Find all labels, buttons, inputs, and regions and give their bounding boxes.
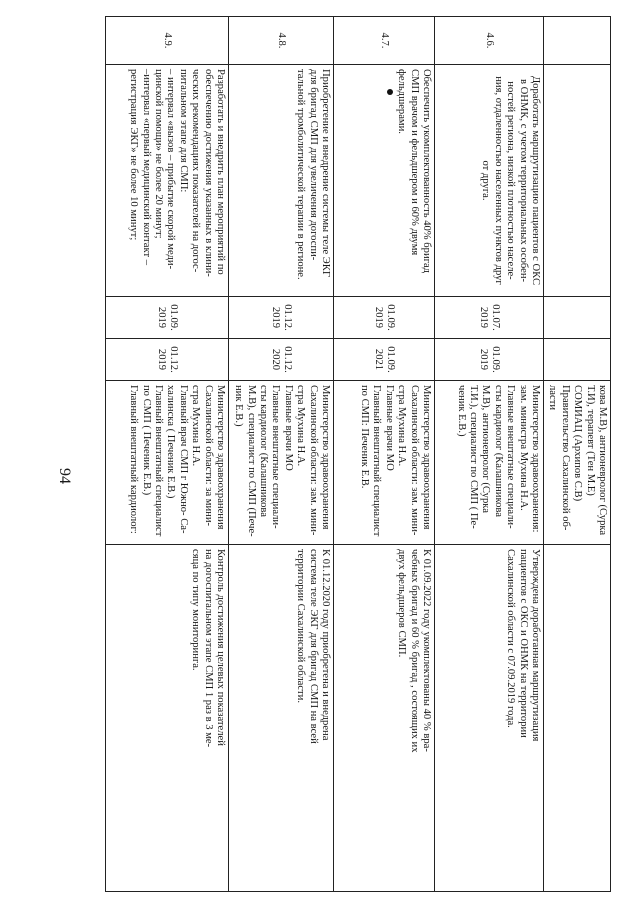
page-number: 94 [56,468,73,484]
table-body [105,17,610,892]
table-row [228,17,333,892]
text-line: Т.И), терапевт (Тен М.Е) [584,385,596,496]
cell-action [228,65,333,297]
text-line: ласти [547,385,559,410]
cell-action [105,65,228,297]
cell-start-date [105,297,228,339]
row-number-text: 4.6. [484,32,496,49]
text-line: Утверждена доработанная маршрутизация [529,549,541,742]
text-line: фельдшерами. [396,69,408,134]
cell-end-date [105,339,228,381]
text-line: цинской помощи» не более 20 минут; [152,69,164,239]
cell-result [333,545,434,892]
text-line: Главный внештатный специалист [371,385,383,537]
text-line: Сахалинской области: зам. мини- [408,385,420,536]
table-row [333,17,434,892]
text-line: Главные врачи МО [383,385,395,471]
text-line: территории Сахалинской области. [295,549,307,703]
text-line: халинска ( Печеник Е.В.) [165,385,177,499]
text-line: Приобретение и внедрение системы теле ЭКГ [319,69,331,277]
date-text: 01.12. 2019 [269,304,294,331]
text-line: на догоспитальном этапе СМП 1 раз в 3 ме- [202,549,214,748]
text-line: Разработать и внедрить план мероприятий по [214,69,226,275]
text-line: Сахалинской области с 07.09.2019 года. [505,549,517,728]
date-text: 01.09. 2019 [155,304,180,331]
cell-start-date [543,297,610,339]
cell-responsible [434,381,543,545]
date-text: 01.07. 2019 [477,304,502,331]
text-line: Сахалинской области: за мини- [202,385,214,527]
text-line: пациентов с ОКС и ОНМК на территории [517,549,529,738]
text-line: в ОНМК, с учетом территориальных особен- [517,78,529,283]
text-line: Доработать маршрутизацию пациентов с ОКС [529,75,541,286]
cell-num [543,17,610,65]
cell-result [228,545,333,892]
text-line: К 01.09.2022 году укомплектованы 40 % вра- [420,549,432,752]
action-plan-table [105,16,611,892]
text-line: К 01.12.2020 году приобретена и внедрена [319,549,331,741]
row-number-text: 4.8. [276,32,288,49]
row-number-text: 4.7. [379,32,391,49]
document-table-rotated [91,16,611,891]
text-line: Министерство здравоохранения: [529,385,541,533]
row-number [333,17,434,65]
cell-result [543,545,610,892]
text-line: стра Мухина Н.А. [396,385,408,467]
cell-start-date [333,297,434,339]
text-line: кова М.В), антионевролог (Сурка [597,385,608,536]
date-text: 01.12. 2020 [269,346,294,373]
text-line: М.В), специалист по СМП (Пече- [245,385,257,537]
text-line: стра Мухина Н.А. [295,385,307,467]
text-line: Контроль достижения целевых показателей [214,549,226,746]
text-line: от друга. [480,160,492,201]
text-line: –интервал «первый медицинский контакт – [140,69,152,266]
row-number-text: 4.9. [162,32,174,49]
text-line: система теле ЭКГ для бригад СМП на всей [307,549,319,744]
date-text: 01.09. 2021 [372,346,397,373]
text-line: СМП врачом и фельдшером и 60% двумя [408,69,420,256]
text-line: – интервал «вызов – прибытие скорой меди- [165,69,177,270]
text-line: СОМИАЦ (Архипов С.В) [572,385,584,502]
text-line: зам. министра Мухина Н.А. [517,385,529,511]
text-line: М.В), антионевролог (Сурка [480,385,492,513]
cell-action [333,65,434,297]
cell-responsible [228,381,333,545]
bullet-mark-icon [387,89,393,95]
text-line: Главные внештатные специали- [505,385,517,529]
table-row-continuation [543,17,610,892]
text-line: Главный врач СМП г Южно- Са- [177,385,189,534]
cell-end-date [434,339,543,381]
row-number [228,17,333,65]
row-number [105,17,228,65]
text-line: по СМП ( Печеник Е.В.) [140,385,152,496]
cell-result [105,545,228,892]
cell-action [434,65,543,297]
text-line: Главный внештатный специалист [152,385,164,537]
cell-end-date [543,339,610,381]
text-line: ченик Е.В.) [455,385,467,437]
text-line: для бригад СМП для увеличения догоспи- [307,69,319,261]
date-text: 01.09. 2019 [477,346,502,373]
text-line: регистрация ЭКГ» не более 10 минут; [128,69,140,241]
text-line: стра Мухина Н.А. [190,385,202,467]
text-line: питальном этапе для СМП: [177,69,189,193]
cell-responsible [543,381,610,545]
text-line: Т.И.), специалист по СМП ( Пе- [467,385,479,529]
text-line: Главный внештатный кардиолог: [128,385,140,534]
text-line: Сахалинской области: зам. мини- [307,385,319,536]
text-line: тальной тромболитической терапии в регионе. [295,69,307,280]
cell-end-date [333,339,434,381]
text-line: сяца по типу мониторинга. [190,549,202,671]
text-line: обеспечению достижения указанных в клини- [202,69,214,277]
cell-responsible [105,381,228,545]
table-row [434,17,543,892]
text-line: сты кардиолог (Калашникова [257,385,269,517]
text-line: ния, отдаленностью населенных пунктов друг [492,76,504,285]
date-text: 01.09. 2019 [372,304,397,331]
text-line: сты кардиолог (Калашникова [492,385,504,517]
date-text: 01.12. 2019 [155,346,180,373]
text-line: Министерство здравоохранения [319,385,331,530]
text-line: Главные врачи МО [282,385,294,471]
cell-result [434,545,543,892]
text-line: Министерство здравоохранения [420,385,432,530]
table-row [105,17,228,892]
text-line: чебных бригад и 60 % бригад , состоящих их [408,549,420,753]
text-line: Обеспечить укомплектованность 40% бригад [420,69,432,274]
text-line: ческих рекомендациях показателей на догос- [190,69,202,273]
text-line: ностей региона, низкой плотностью населе- [505,81,517,280]
text-line: Министерство здравоохранения [214,385,226,530]
text-line: ник Е.В.) [233,385,245,427]
text-line: Правительство Сахалинской об- [559,385,571,531]
cell-start-date [434,297,543,339]
cell-start-date [228,297,333,339]
cell-end-date [228,339,333,381]
cell-action [543,65,610,297]
text-line: Главные внештатные специали- [270,385,282,529]
cell-responsible [333,381,434,545]
text-line: по СМП: Печеник Е.В. [358,385,370,489]
row-number [434,17,543,65]
text-line: двух фельдшеров СМП. [396,549,408,658]
